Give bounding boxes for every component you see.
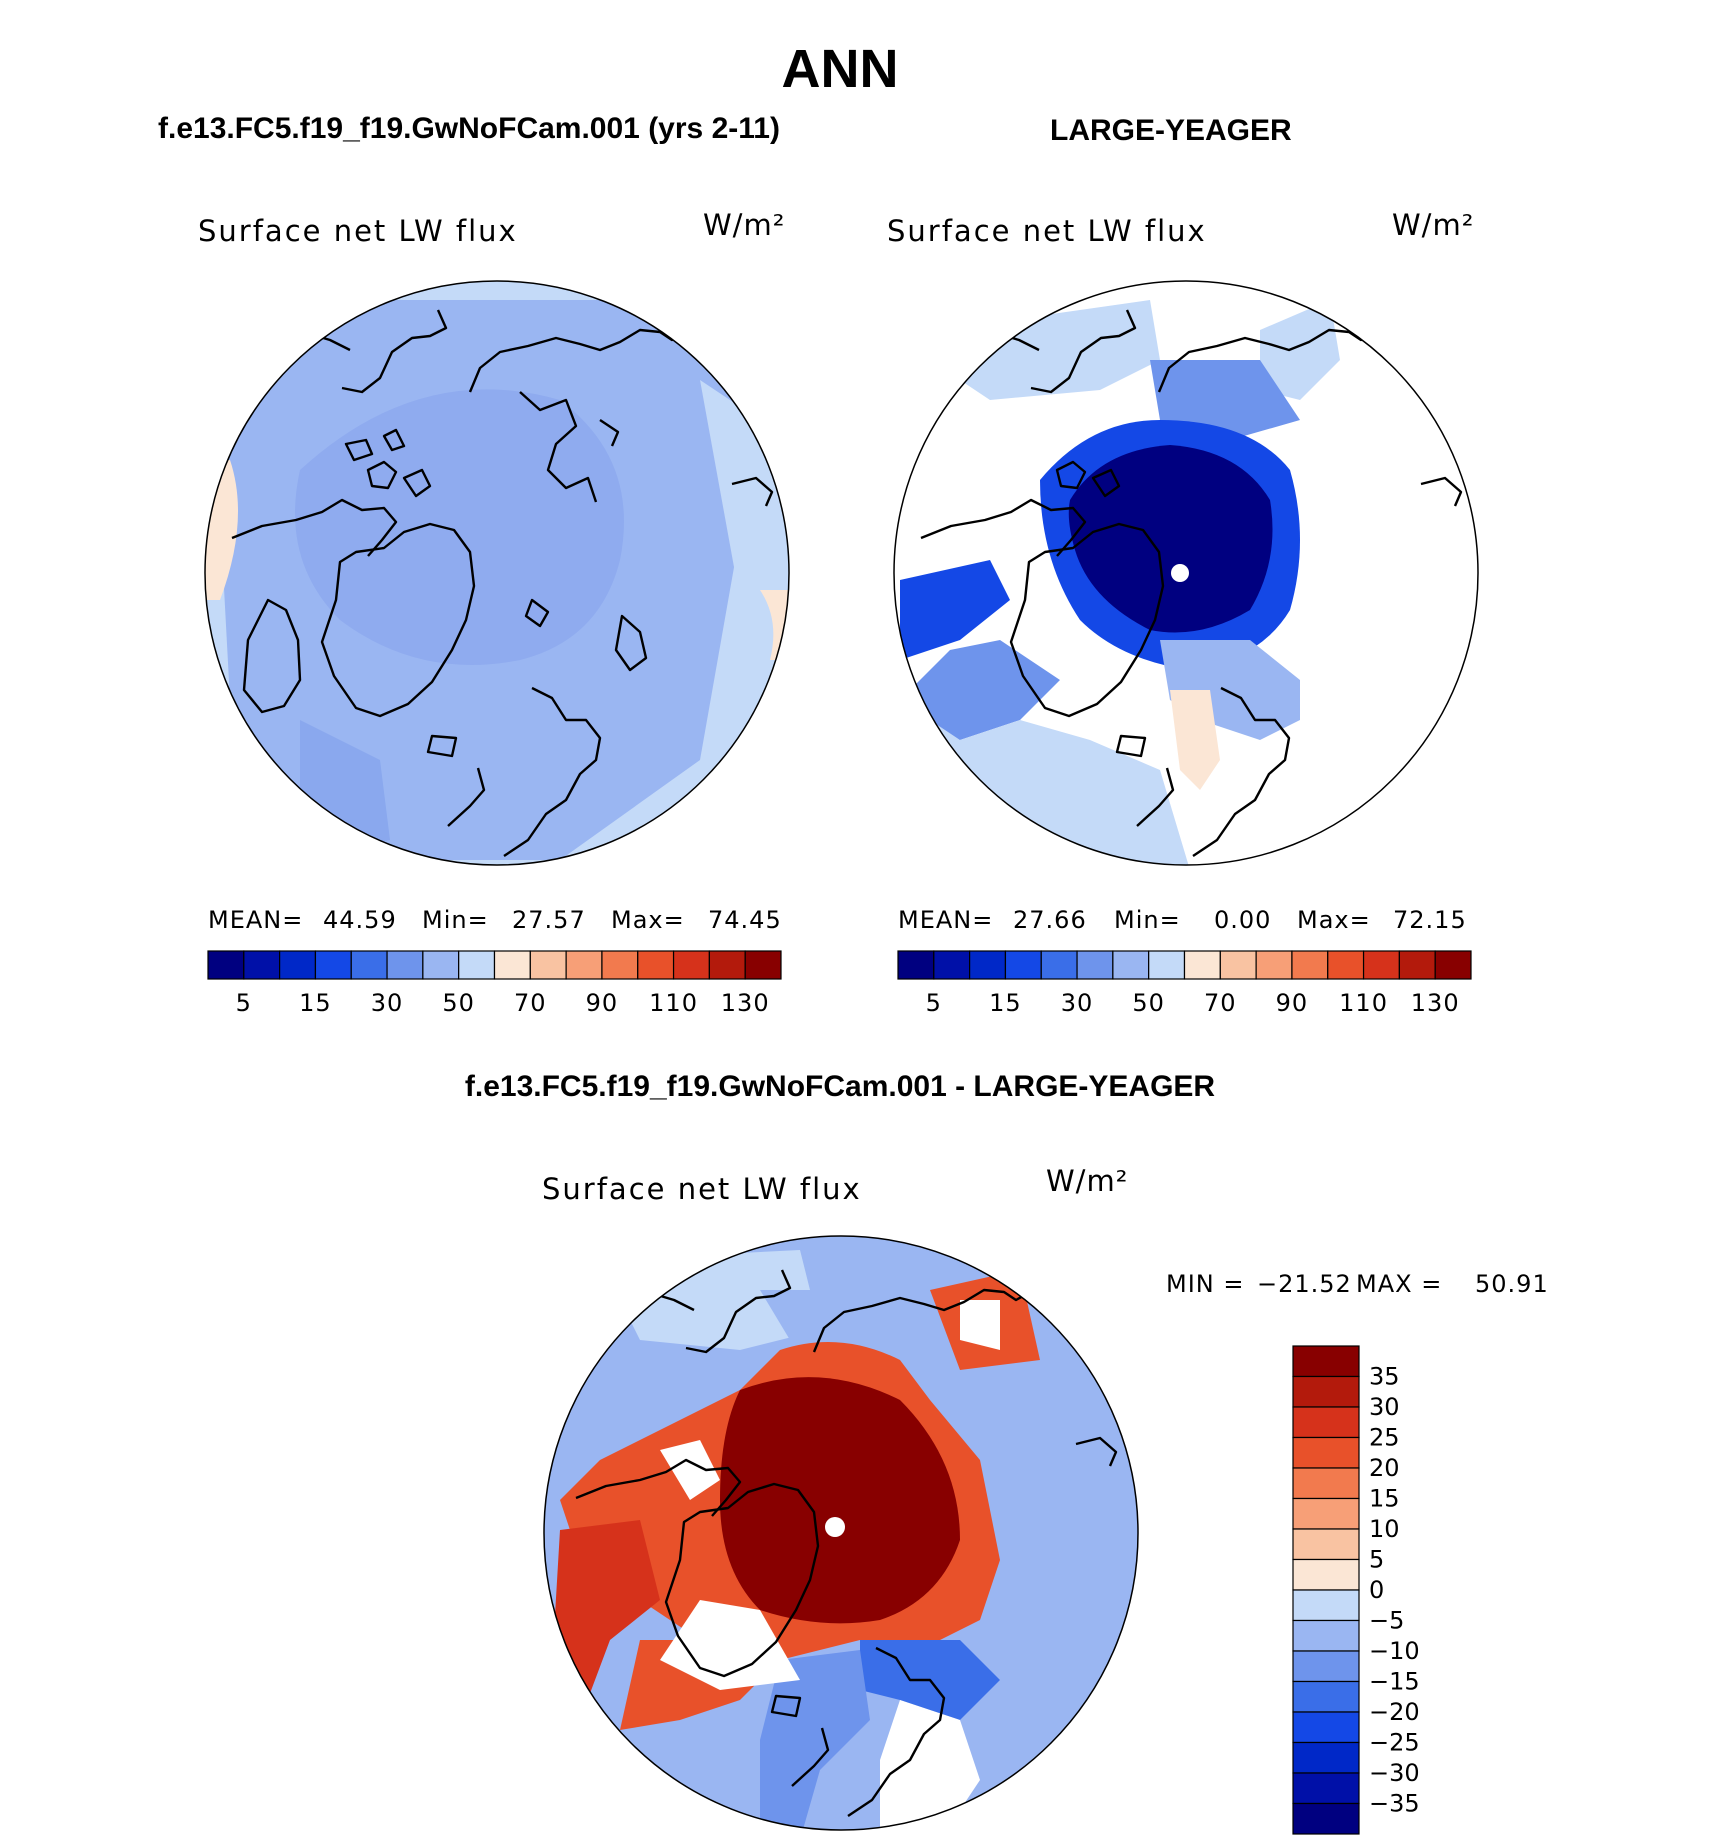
left-colorbar-tick-label: 110 (649, 989, 698, 1017)
right-units-label: W/m² (1392, 208, 1475, 242)
left-units-label: W/m² (703, 208, 786, 242)
left-colorbar-tick-label: 90 (585, 989, 619, 1017)
diff-colorbar-swatch (1293, 1468, 1359, 1499)
right-colorbar-swatch (1328, 951, 1364, 979)
left-variable-label: Surface net LW flux (198, 214, 518, 248)
diff-min-value: −21.52 (1257, 1270, 1352, 1298)
diff-colorbar-label: 15 (1369, 1484, 1400, 1513)
left-colorbar-swatch (745, 951, 781, 979)
left-colorbar-swatch (315, 951, 351, 979)
left-map (200, 280, 800, 1017)
right-colorbar-swatch (1435, 951, 1471, 979)
left-colorbar-swatch (709, 951, 745, 979)
diff-colorbar-swatch (1293, 1560, 1359, 1591)
left-colorbar-swatch (530, 951, 566, 979)
diff-colorbar-swatch (1293, 1651, 1359, 1682)
diff-colorbar-swatch (1293, 1773, 1359, 1804)
left-min-value: 27.57 (512, 906, 586, 934)
left-colorbar-swatch (638, 951, 674, 979)
diff-colorbar-label: −25 (1369, 1728, 1420, 1757)
diff-colorbar-swatch (1293, 1712, 1359, 1743)
left-colorbar-tick-label: 30 (370, 989, 404, 1017)
diff-units-label: W/m² (1046, 1164, 1129, 1198)
left-mean-label: MEAN= (208, 906, 304, 934)
right-colorbar-swatch (898, 951, 934, 979)
right-min-value: 0.00 (1214, 906, 1272, 934)
diff-colorbar-label: 35 (1369, 1362, 1400, 1391)
diff-title: f.e13.FC5.f19_f19.GwNoFCam.001 - LARGE-YEAGER (464, 1070, 1216, 1103)
diff-colorbar-label: −5 (1369, 1606, 1405, 1635)
diff-max-label: MAX = (1356, 1270, 1443, 1298)
left-colorbar-tick-label: 130 (720, 989, 770, 1017)
right-map (890, 280, 1490, 1017)
right-colorbar-tick-label: 5 (925, 989, 942, 1017)
diff-colorbar-swatch (1293, 1407, 1359, 1438)
right-colorbar-swatch (1256, 951, 1292, 979)
right-colorbar-swatch (1292, 951, 1328, 979)
diff-min-label: MIN = (1166, 1270, 1245, 1298)
diff-colorbar-label: 10 (1369, 1515, 1400, 1543)
left-min-label: Min= (422, 906, 489, 934)
diff-variable-label: Surface net LW flux (542, 1172, 862, 1206)
right-colorbar-tick-label: 110 (1339, 989, 1388, 1017)
diff-colorbar-label: 0 (1369, 1576, 1385, 1604)
right-min-label: Min= (1114, 906, 1181, 934)
diff-colorbar-swatch (1293, 1499, 1359, 1530)
right-colorbar-swatch (1005, 951, 1041, 979)
diff-colorbar-swatch (1293, 1377, 1359, 1408)
right-colorbar-swatch (934, 951, 970, 979)
diff-colorbar (1293, 1346, 1420, 1834)
right-mean-label: MEAN= (898, 906, 994, 934)
right-max-label: Max= (1297, 906, 1371, 934)
diff-max-value: 50.91 (1475, 1270, 1549, 1298)
right-colorbar-swatch (1041, 951, 1077, 979)
right-colorbar-tick-label: 130 (1410, 989, 1460, 1017)
left-colorbar-swatch (602, 951, 638, 979)
right-colorbar (898, 951, 1471, 1017)
right-variable-label: Surface net LW flux (887, 214, 1207, 248)
right-colorbar-swatch (1113, 951, 1149, 979)
diff-colorbar-label: 20 (1369, 1454, 1400, 1482)
left-colorbar-swatch (459, 951, 495, 979)
right-colorbar-swatch (1399, 951, 1435, 979)
diff-colorbar-label: −15 (1369, 1667, 1420, 1696)
right-max-value: 72.15 (1393, 906, 1467, 934)
right-colorbar-tick-label: 15 (989, 989, 1022, 1017)
right-colorbar-tick-label: 90 (1275, 989, 1309, 1017)
diff-colorbar-swatch (1293, 1438, 1359, 1469)
left-colorbar (208, 951, 781, 1017)
diff-colorbar-swatch (1293, 1529, 1359, 1560)
diff-colorbar-swatch (1293, 1743, 1359, 1774)
left-mean-value: 44.59 (323, 906, 397, 934)
diff-colorbar-label: −20 (1369, 1698, 1420, 1726)
left-colorbar-swatch (351, 951, 387, 979)
left-colorbar-swatch (244, 951, 280, 979)
right-colorbar-tick-label: 70 (1204, 989, 1237, 1017)
diff-colorbar-swatch (1293, 1346, 1359, 1377)
left-colorbar-swatch (208, 951, 244, 979)
left-colorbar-swatch (387, 951, 423, 979)
diff-colorbar-label: 30 (1369, 1393, 1400, 1421)
right-colorbar-swatch (1364, 951, 1400, 979)
diff-colorbar-label: −30 (1369, 1759, 1420, 1787)
right-case-title: LARGE-YEAGER (1050, 114, 1292, 147)
diff-colorbar-label: −10 (1369, 1637, 1420, 1665)
diff-colorbar-label: 25 (1369, 1423, 1400, 1452)
diff-colorbar-swatch (1293, 1682, 1359, 1713)
right-colorbar-swatch (1220, 951, 1256, 979)
right-colorbar-tick-label: 30 (1060, 989, 1094, 1017)
left-colorbar-swatch (566, 951, 602, 979)
main-title: ANN (781, 39, 899, 99)
left-colorbar-swatch (495, 951, 531, 979)
right-colorbar-swatch (1149, 951, 1185, 979)
left-colorbar-swatch (674, 951, 710, 979)
left-case-title: f.e13.FC5.f19_f19.GwNoFCam.001 (yrs 2-11) (158, 112, 780, 145)
left-colorbar-tick-label: 5 (235, 989, 252, 1017)
left-max-value: 74.45 (708, 906, 782, 934)
left-colorbar-tick-label: 15 (299, 989, 332, 1017)
left-colorbar-tick-label: 50 (442, 989, 475, 1017)
diff-colorbar-label: −35 (1369, 1789, 1420, 1818)
right-mean-value: 27.66 (1013, 906, 1087, 934)
diff-colorbar-swatch (1293, 1590, 1359, 1621)
right-colorbar-swatch (1077, 951, 1113, 979)
diff-colorbar-swatch (1293, 1804, 1359, 1835)
left-colorbar-swatch (280, 951, 316, 979)
left-colorbar-tick-label: 70 (514, 989, 547, 1017)
diff-colorbar-label: 5 (1369, 1545, 1385, 1574)
right-colorbar-swatch (1185, 951, 1221, 979)
right-colorbar-swatch (970, 951, 1006, 979)
left-colorbar-swatch (423, 951, 459, 979)
diff-map (540, 1230, 1420, 1840)
right-colorbar-tick-label: 50 (1132, 989, 1165, 1017)
left-max-label: Max= (611, 906, 685, 934)
diff-colorbar-swatch (1293, 1621, 1359, 1652)
